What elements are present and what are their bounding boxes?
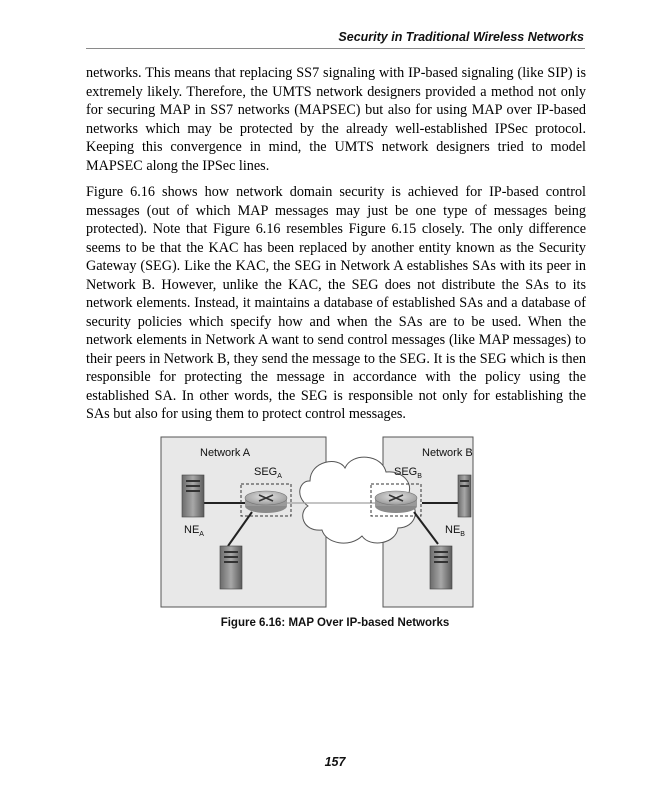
seg-b-label: $SEG_B$ bbox=[394, 466, 422, 480]
network-a-label: Network A bbox=[200, 447, 251, 459]
network-b-label: Network B bbox=[422, 447, 473, 459]
paragraph-2: Figure 6.16 shows how network domain security is achieved for IP-based control messages (out of which MAP messages may just be one type of messages being protected). Note that Figure 6.16 resembles Figure 6.15 closely. The only difference seems to be that the KAC has been replaced by another entity known as the Security Gateway (SEG). Like the KAC, the SEG in Network A establishes SAs with its peer in Network B. However, unlike the KAC, the SEG does not distribute the SAs to its network elements. Instead, it maintains a database of established SAs and a database of security policies which specify how and when the SAs are to be used. When the network elements in Network A want to send control messages (like MAP messages) to their peers in Network B, they send the message to the SEG. It is the SEG which is then responsible for protecting the message in accordance with the policy using the established SA. In other words, the SEG is responsible not only for establishing the SAs but also for using them to protect control messages. bbox=[86, 184, 586, 422]
header-rule bbox=[86, 48, 585, 49]
network-a-box bbox=[161, 437, 326, 607]
figure-map-over-ip bbox=[160, 436, 476, 612]
network-diagram bbox=[160, 436, 476, 612]
server-icon bbox=[430, 546, 452, 589]
seg-a-label: $SEG_A$ bbox=[254, 466, 282, 480]
ne-b-label: $NE_B$ bbox=[445, 524, 465, 538]
figure-caption: Figure 6.16: MAP Over IP-based Networks bbox=[220, 617, 450, 629]
router-icon bbox=[375, 491, 417, 513]
running-header-title: Security in Traditional Wireless Networks bbox=[338, 30, 584, 44]
ne-a-label: $NE_A$ bbox=[184, 524, 204, 538]
body-text bbox=[86, 64, 586, 432]
server-icon bbox=[458, 475, 471, 517]
server-icon bbox=[182, 475, 204, 517]
page-number: 157 bbox=[324, 755, 346, 769]
server-icon bbox=[220, 546, 242, 589]
router-icon bbox=[245, 491, 287, 513]
paragraph-1: networks. This means that replacing SS7 signaling with IP-based signaling (like SIP) is extremely likely. Therefore, the UMTS network designers provided a method not only for securing MAP in SS7 networks (MAPSEC) but also for using MAP over IP-based networks which may be protected by the already well-established IPSec protocol. Keeping this convergence in mind, the UMTS network designers tried to model MAPSEC along the IPSec lines. bbox=[86, 65, 586, 174]
